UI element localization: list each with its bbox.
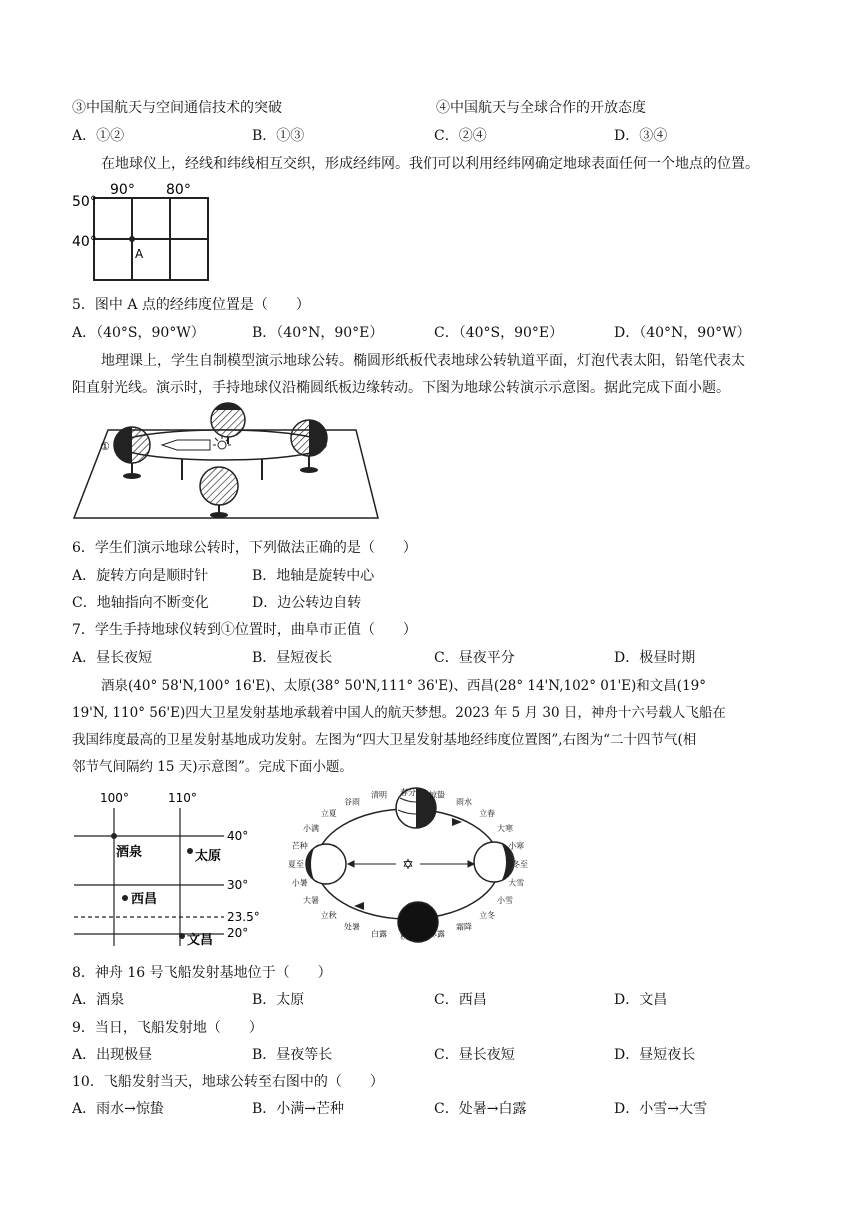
solar-term-label: 立春 — [479, 809, 496, 819]
intro-launch-line-3: 我国纬度最高的卫星发射基地成功发射。左图为“四大卫星发射基地经纬度位置图”,右图为“二十四节气(相 — [72, 732, 697, 748]
solar-term-label: 小暑 — [291, 878, 308, 888]
q7-stem: 7．学生手持地球仪转到①位置时，曲阜市正值（ ） — [72, 622, 417, 638]
xichang-label: 西昌 — [131, 892, 158, 907]
q7-choice-c: C．昼夜平分 — [434, 650, 515, 666]
q5-choice-a: A．（40°S，90°W） — [72, 325, 205, 341]
intro-launch-line-2: 19'N, 110° 56'E)四大卫星发射基地承载着中国人的航天梦想。2023 年 5 月 30 日，神舟十六号载人飞船在 — [72, 705, 726, 721]
solar-term-label: 清明 — [371, 790, 387, 800]
q4-option-4: ④中国航天与全球合作的开放态度 — [436, 100, 646, 116]
solar-term-label: 谷雨 — [344, 797, 360, 807]
globe-position-1 — [114, 427, 150, 479]
solar-term-label: 立秋 — [320, 910, 337, 920]
q10-choice-d: D．小雪→大雪 — [614, 1101, 707, 1117]
solar-term-label: 立夏 — [320, 809, 337, 819]
q4-choice-a: A．①② — [72, 128, 125, 144]
sun-star-icon: ✡ — [402, 857, 414, 873]
intro-launch-line-4: 邻节气间隔约 15 天)示意图”。完成下面小题。 — [72, 759, 353, 775]
globe-summer-solstice — [306, 844, 346, 884]
q8-choice-a: A．酒泉 — [72, 992, 125, 1008]
xichang-dot — [122, 895, 128, 901]
jiuquan-dot — [111, 833, 117, 839]
q10-stem: 10．飞船发射当天，地球公转至右图中的（ ） — [72, 1074, 384, 1090]
map-lat-label-20: 20° — [227, 926, 249, 940]
map-lon-label-100: 100° — [100, 791, 129, 805]
orbit-demo-figure — [72, 400, 382, 522]
q9-choice-c: C．昼长夜短 — [434, 1047, 515, 1063]
globe-position-bottom — [200, 467, 238, 518]
intro-orbit-line-2: 阳直射光线。演示时，手持地球仪沿椭圆纸板边缘转动。下图为地球公转演示示意图。据此完成下面小题。 — [72, 380, 730, 396]
q5-choice-d: D．（40°N，90°W） — [614, 325, 751, 341]
intro-orbit-line-1: 地理课上，学生自制模型演示地球公转。椭圆形纸板代表地球公转轨道平面，灯泡代表太阳，铅笔代表太 — [101, 353, 745, 369]
map-lat-label-23-5: 23.5° — [227, 910, 260, 924]
solar-term-label: 惊蛰 — [429, 790, 445, 800]
q5-choice-c: C．（40°S，90°E） — [434, 325, 564, 341]
point-a-marker — [129, 236, 135, 242]
q8-choice-d: D．文昌 — [614, 992, 668, 1008]
solar-term-label: 小雪 — [497, 896, 513, 905]
map-lat-label-40: 40° — [227, 829, 249, 843]
solar-terms-figure — [276, 772, 540, 954]
q7-choice-a: A．昼长夜短 — [72, 650, 153, 666]
q6-stem: 6．学生们演示地球公转时，下列做法正确的是（ ） — [72, 540, 417, 556]
q4-choice-c: C．②④ — [434, 128, 487, 144]
q5-stem: 5．图中 A 点的经纬度位置是（ ） — [72, 297, 310, 313]
solar-term-label: 春分 — [400, 788, 416, 797]
intro-launch-line-1: 酒泉(40° 58'N,100° 16'E)、太原(38° 50'N,111° 36'E)、西昌(28° 14'N,102° 01'E)和文昌(19° — [101, 678, 707, 694]
q4-choice-d: D．③④ — [614, 128, 668, 144]
solar-term-label: 大寒 — [497, 824, 513, 833]
q4-option-3: ③中国航天与空间通信技术的突破 — [72, 100, 282, 116]
taiyuan-label: 太原 — [195, 849, 222, 864]
map-lon-label-110: 110° — [168, 791, 197, 805]
solar-term-label: 霜降 — [456, 922, 472, 932]
q7-choice-b: B．昼短夜长 — [252, 650, 333, 666]
taiyuan-dot — [187, 848, 193, 854]
jiuquan-label: 酒泉 — [116, 845, 143, 860]
solar-term-label: 立冬 — [479, 910, 496, 920]
intro-grid-paragraph: 在地球仪上，经线和纬线相互交织，形成经纬网。我们可以利用经纬网确定地球表面任何一个地点的位置。 — [101, 156, 759, 172]
grid-lat-label-50: 50° — [72, 194, 97, 210]
solar-term-label: 雨水 — [456, 797, 472, 807]
grid-lon-label-80: 80° — [166, 182, 191, 198]
q6-choice-d: D．边公转边自转 — [252, 595, 362, 611]
solar-term-label: 小满 — [303, 824, 319, 833]
solar-term-label: 夏至 — [288, 860, 304, 869]
solar-term-label: 芒种 — [291, 841, 308, 851]
wenchang-label: 文昌 — [187, 933, 214, 948]
solar-term-label: 寒露 — [429, 929, 445, 939]
q10-choice-c: C．处暑→白露 — [434, 1101, 527, 1117]
solar-term-label: 小寒 — [508, 841, 525, 851]
solar-term-label: 大暑 — [303, 896, 319, 905]
q8-choice-c: C．西昌 — [434, 992, 487, 1008]
q10-choice-a: A．雨水→惊蛰 — [72, 1101, 164, 1117]
position-1-marker: ① — [100, 440, 110, 453]
q6-choice-c: C．地轴指向不断变化 — [72, 595, 209, 611]
q10-choice-b: B．小满→芒种 — [252, 1101, 345, 1117]
q9-choice-a: A．出现极昼 — [72, 1047, 153, 1063]
lat-lon-grid-figure — [70, 180, 220, 288]
q6-choice-b: B．地轴是旋转中心 — [252, 568, 375, 584]
grid-lon-label-90: 90° — [110, 182, 135, 198]
q8-choice-b: B．太原 — [252, 992, 305, 1008]
q9-stem: 9．当日，飞船发射地（ ） — [72, 1020, 263, 1036]
map-lat-label-30: 30° — [227, 878, 249, 892]
grid-lat-label-40: 40° — [72, 234, 97, 250]
solar-term-label: 处暑 — [344, 922, 360, 932]
q7-choice-d: D．极昼时期 — [614, 650, 696, 666]
solar-term-label: 大雪 — [508, 878, 525, 888]
q6-choice-a: A．旋转方向是顺时针 — [72, 568, 209, 584]
solar-term-label: 白露 — [371, 929, 387, 939]
q8-stem: 8．神舟 16 号飞船发射基地位于（ ） — [72, 965, 332, 981]
launch-sites-figure — [70, 786, 270, 950]
solar-term-label: 冬至 — [512, 860, 528, 869]
q5-choice-b: B．（40°N，90°E） — [252, 325, 384, 341]
globe-position-right — [291, 420, 327, 473]
q4-choice-b: B．①③ — [252, 128, 305, 144]
point-a-label: A — [135, 247, 144, 261]
wenchang-dot — [179, 933, 185, 939]
q9-choice-d: D．昼短夜长 — [614, 1047, 696, 1063]
q9-choice-b: B．昼夜等长 — [252, 1047, 333, 1063]
solar-term-label: 秋分 — [400, 932, 416, 941]
